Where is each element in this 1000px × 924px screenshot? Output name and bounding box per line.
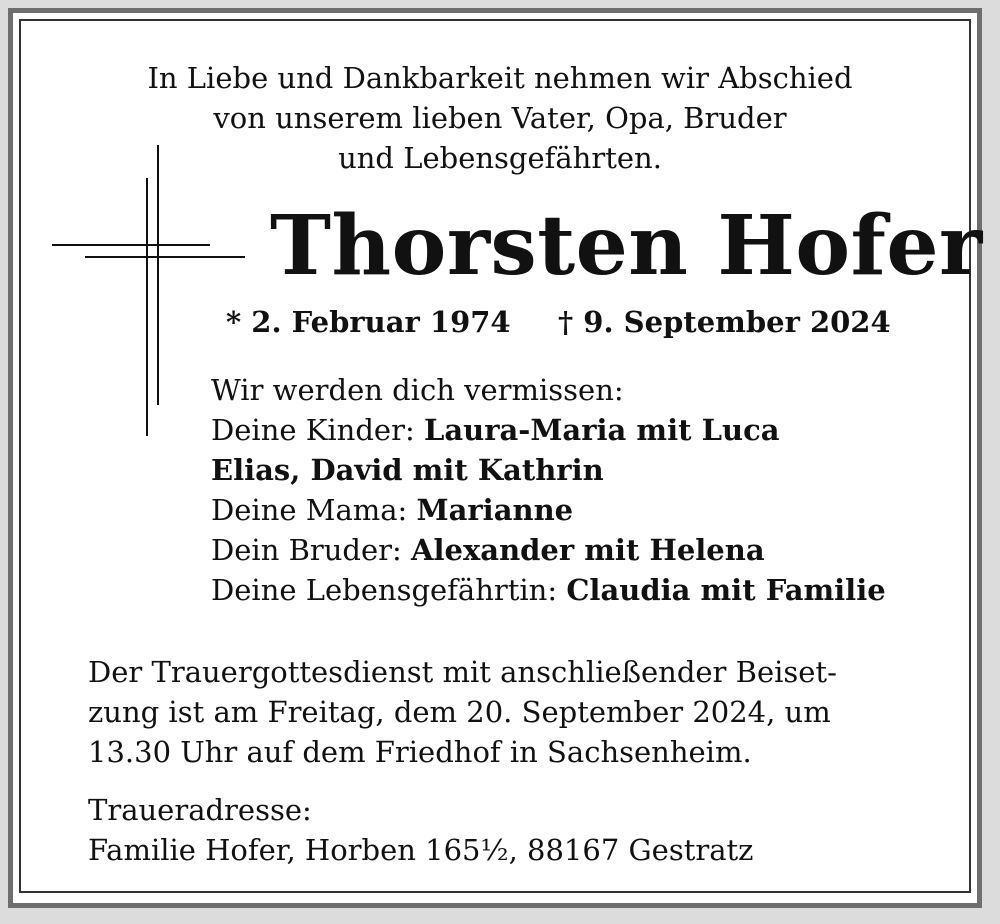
mourners-list [211,370,886,610]
service-line-3: 13.30 Uhr auf dem Friedhof in Sachsenheim. [88,735,752,769]
kinder-names-2: Elias, David mit Kathrin [211,453,604,487]
mourning-address [88,790,753,870]
partner-label: Deine Lebensgefährtin: [211,573,567,607]
partner-name: Claudia mit Familie [566,573,886,607]
intro-line-3: und Lebensgefährten. [338,141,662,175]
mourner-mama [211,490,886,530]
kinder-label: Deine Kinder: [211,413,424,447]
mama-name: Marianne [416,493,574,527]
birth-date: * 2. Februar 1974 [226,305,511,339]
mourner-kinder [211,410,886,450]
address-value: Familie Hofer, Horben 165½, 88167 Gestratz [88,833,754,867]
mourner-bruder [211,530,886,570]
bruder-name: Alexander mit Helena [411,533,765,567]
death-date: † 9. September 2024 [558,305,891,339]
bruder-label: Dein Bruder: [211,533,412,567]
deceased-name: Thorsten Hofer [270,198,983,294]
intro-line-1: In Liebe und Dankbarkeit nehmen wir Abschied [147,61,853,95]
address-label: Traueradresse: [88,793,312,827]
kinder-names: Laura-Maria mit Luca [423,413,780,447]
mourner-kinder-2 [211,450,886,490]
intro-line-2: von unserem lieben Vater, Opa, Bruder [213,101,787,135]
mourners-intro: Wir werden dich vermissen: [211,373,624,407]
service-line-2: zung ist am Freitag, dem 20. September 2024, um [88,695,831,729]
service-line-1: Der Trauergottesdienst mit anschließender Beiset- [88,655,837,689]
service-info [88,652,837,772]
intro-text [100,58,900,178]
mama-label: Deine Mama: [211,493,417,527]
mourner-partner [211,570,886,610]
